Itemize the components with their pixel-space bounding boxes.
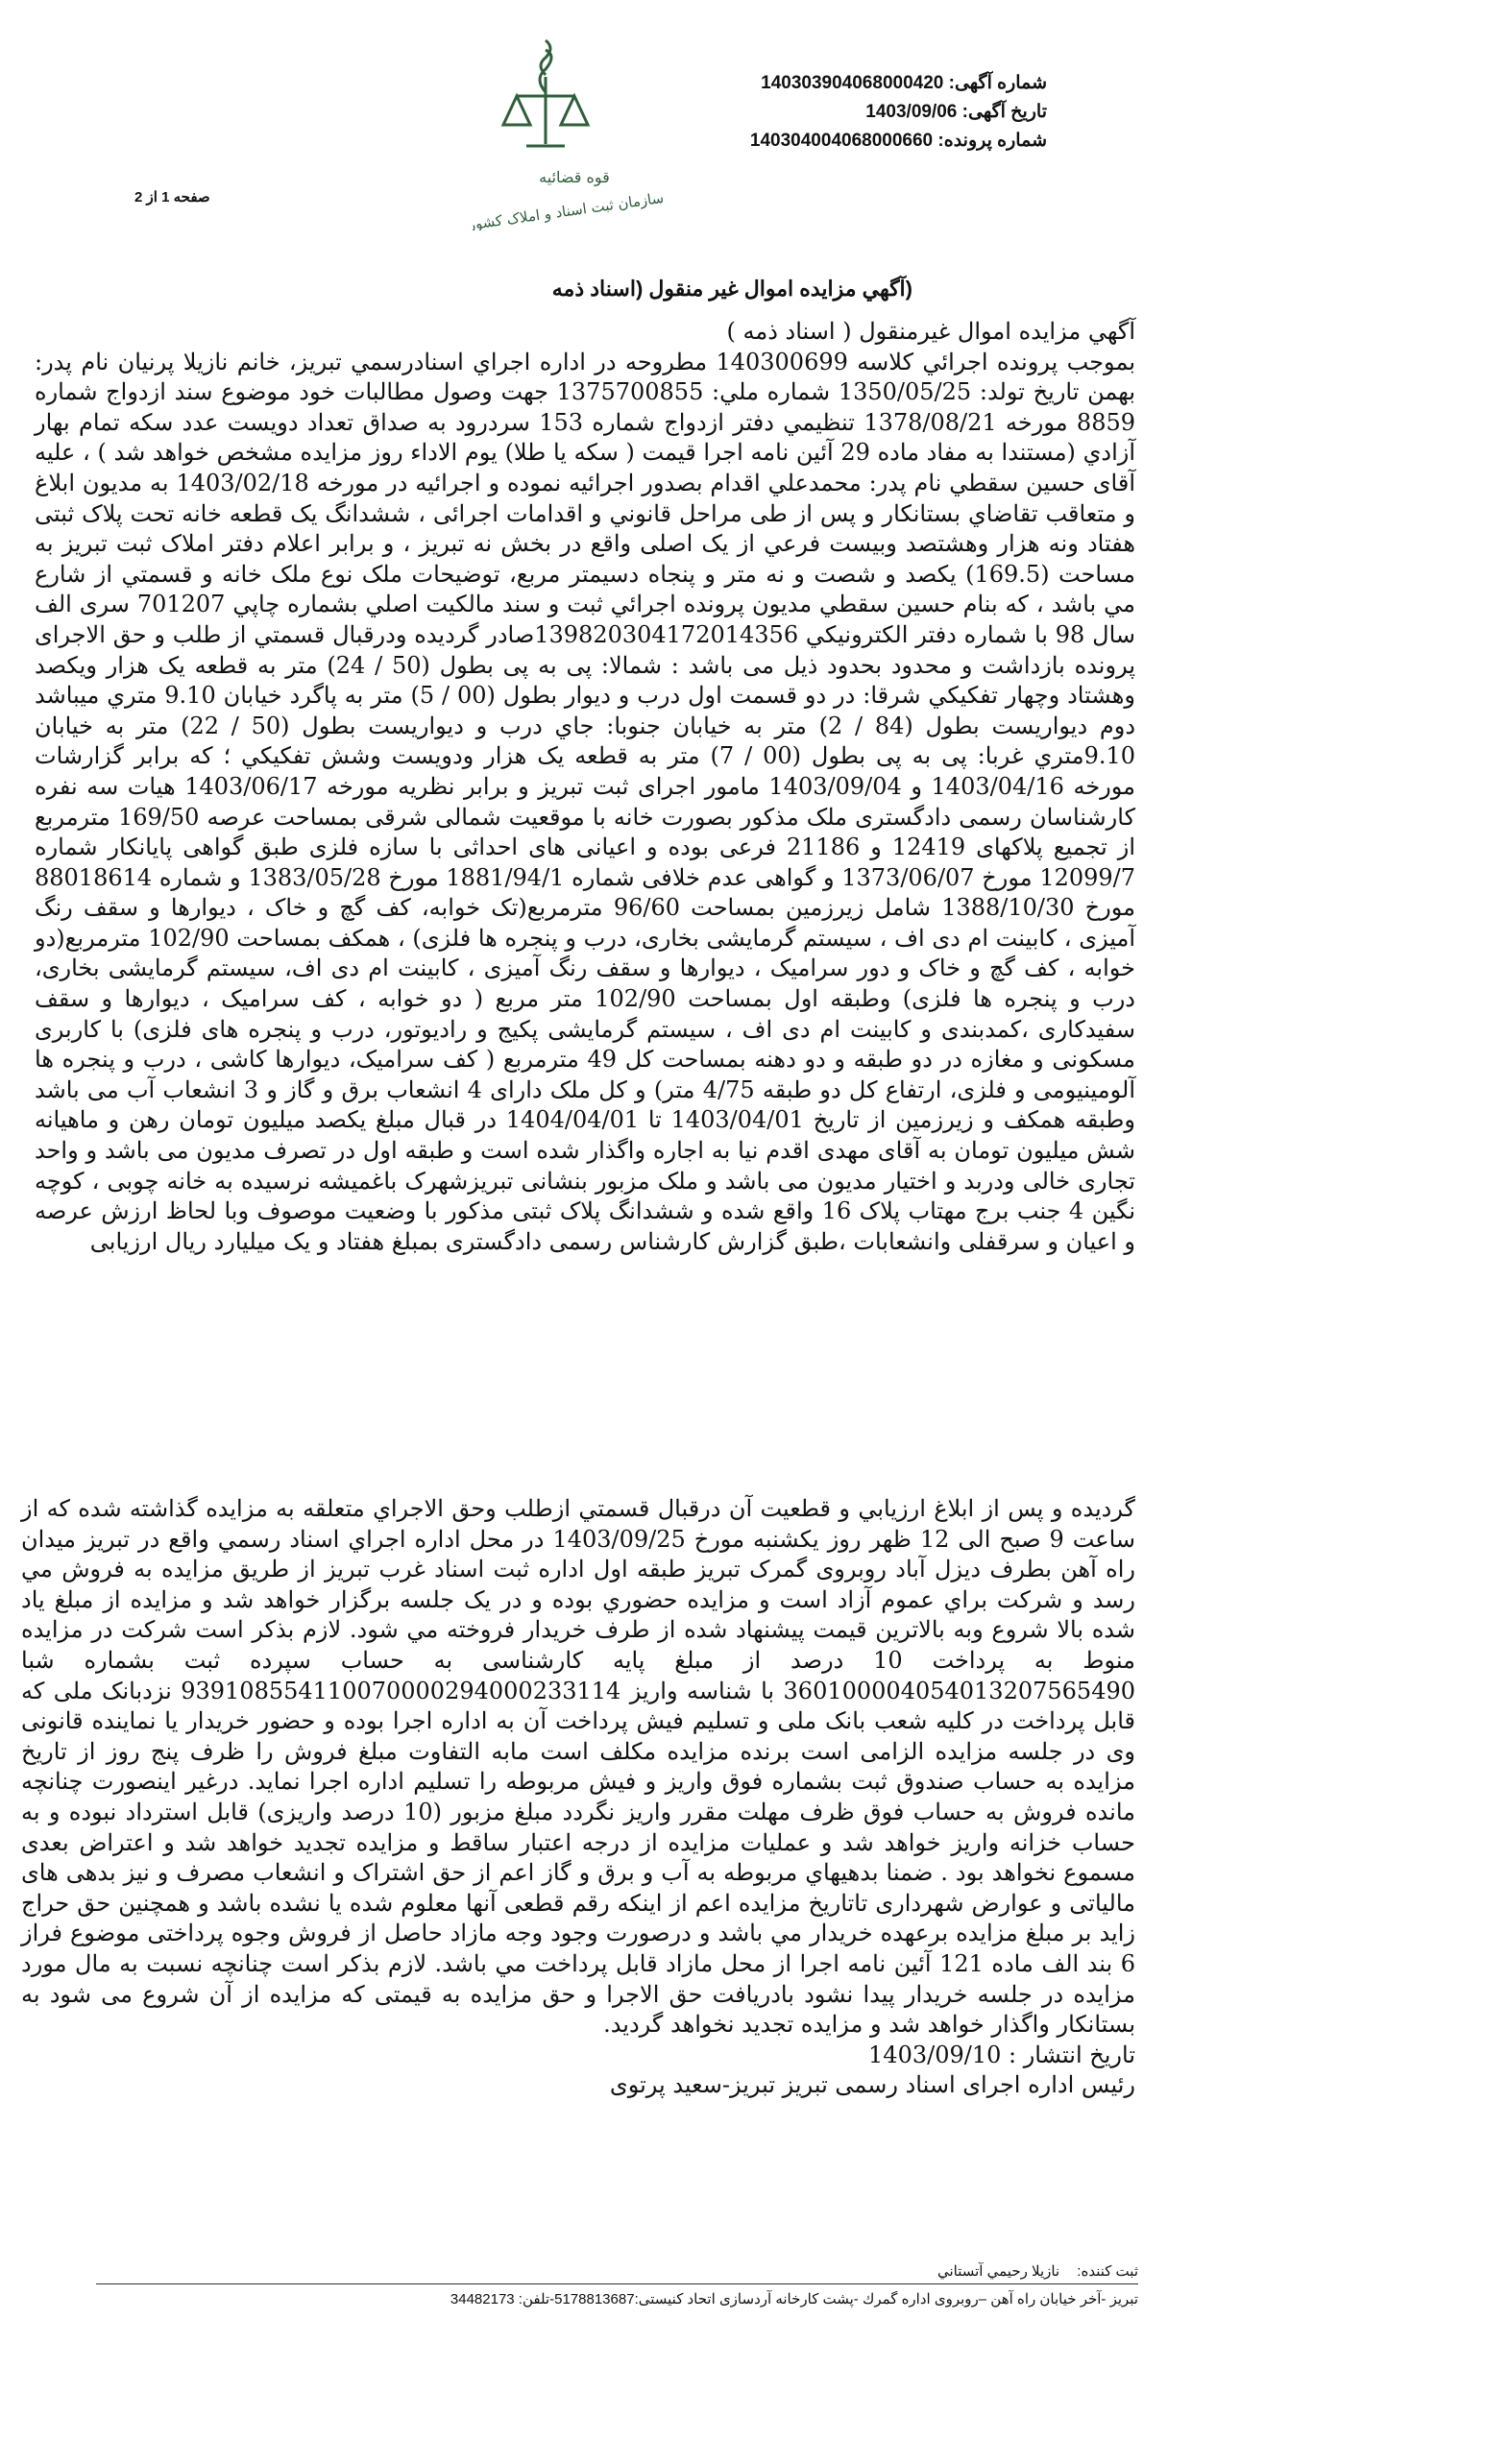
signature: رئيس اداره اجراى اسناد رسمى تبريز تبريز-سعيد پرتوى (609, 2071, 1135, 2099)
file-number: 140304004068000660 (749, 131, 934, 151)
registrar-label: ثبت كننده: (1077, 2263, 1138, 2280)
body-heading: آگهي مزايده اموال غيرمنقول ( اسناد ذمه ) (726, 318, 1135, 345)
publication-date-row (21, 2041, 1135, 2071)
ad-date: 1403/09/06 (865, 102, 958, 122)
ad-date-row (644, 98, 1047, 127)
ad-number: 140303904068000420 (761, 73, 944, 93)
body-paragraph-2: گرديده و پس از ابلاغ ارزيابي و قطعيت آن درقبال قسمتي ازطلب وحق الاجراي متعلقه به مزايده گذاشته شده كه از ساعت 9 صبح الى 12 ظهر روز يكشنبه مورخ 1403/09/25 در محل اداره اجراي اسناد رسمي واقع در تبريز ميدان راه آهن بطرف ديزل آباد روبروى گمرک تبريز طبقه اول اداره ثبت اسناد غرب تبريز از طريق مزايده به فروش مي رسد و شركت براي عموم آزاد است و مزايده حضوري بوده و در يک جلسه برگزار خواهد شد و مزايده از مبلغ ياد شده بالا شروع وبه بالاترين قيمت پيشنهاد شده از طرف خريدار فروخته مي شود. لازم بذكر است شركت در مزايده منوط به پرداخت 10 درصد از مبلغ پايه كارشناسى به حساب سپرده ثبت بشماره شبا 360100004054013207565490 با شناسه واريز 939108554110070000294000233114 نزدبانک ملی كه قابل پرداخت در كليه شعب بانک ملی و تسليم فيش پرداخت آن به اداره اجرا بوده و حضور خريدار يا نماينده قانونى وى در جلسه مزايده الزامى است برنده مزايده مكلف است مابه التفاوت مبلغ فروش را ظرف پنج روز از تاريخ مزايده به حساب صندوق ثبت بشماره فوق واريز و فيش مربوطه را تسليم اداره اجرا نمايد. درغير اينصورت چنانچه مانده فروش به حساب فوق ظرف مهلت مقرر واريز نگردد مبلغ مزبور (10 درصد واريزى) قابل استرداد نبوده و به حساب خزانه واريز خواهد شد و عمليات مزايده از درجه اعتبار ساقط و مزايده تجديد خواهد شد و اعتراض بعدى مسموع نخواهد بود . ضمنا بدهيهاي مربوطه به آب و برق و گاز اعم از حق اشتراک و انشعاب مصرف و نيز بدهى هاى مالياتى و عوارض شهردارى تاتاريخ مزايده اعم از اينكه رقم قطعى آنها معلوم شده يا نشده باشد و همچنين حق حراج زايد بر مبلغ مزايده برعهده خريدار مي باشد و درصورت وجود وجه مازاد حاصل از فروش وجوه پرداختى موضوع فراز 6 بند الف ماده 121 آئين نامه اجرا از محل مازاد قابل پرداخت مي باشد. لازم بذكر است چنانچه نسبت به مال مورد مزايده در جلسه خريدار پيدا نشود بادريافت حق الاجرا و حق مزايده به قيمتى كه مزايده از آن شروع مى شود به بستانكار واگذار خواهد شد و مزايده تجديد نخواهد گرديد. (21, 1495, 1136, 2039)
logo-text-org: سازمان ثبت اسناد و املاک کشور (467, 188, 666, 230)
body-paragraph: بموجب پرونده اجرائي كلاسه 140300699 مطروحه در اداره اجراي اسنادرسمي تبريز، خانم نازيلا پرنيان نام پدر: بهمن تاريخ تولد: 1350/05/25 شماره ملي: 1375700855 جهت وصول مطالبات خود موضوع سند ازدواج شماره 8859 مورخه 1378/08/21 تنظيمي دفتر ازدواج شماره 153 سردرود به صداق تعداد دويست عدد سكه تمام بهار آزادي (مستندا به مفاد ماده 29 آئين نامه اجرا قيمت ( سكه يا طلا) يوم الاداء روز مزايده مشخص خواهد شد ) ، عليه آقاى حسين سقطي نام پدر: محمدعلي اقدام بصدور اجرائيه نموده و اجرائيه در مورخه 1403/02/18 به مديون ابلاغ و متعاقب تقاضاي بستانكار و پس از طى مراحل قانوني و اقدامات اجرائى ، ششدانگ يک قطعه خانه تحت پلاک ثبتى هفتاد ونه هزار وهشتصد وبيست فرعي از يک اصلى واقع در بخش نه تبريز ، و برابر اعلام دفتر املاک ثبت تبريز به مساحت (169.5) يكصد و شصت و نه متر و پنجاه دسيمتر مربع، توضيحات ملک نوع ملک خانه و قسمتي از شارع مي باشد ، كه بنام حسين سقطي مديون پرونده اجرائي ثبت و سند مالكيت اصلي بشماره چاپي 701207 سرى الف سال 98 با شماره دفتر الكترونيكي 139820304172014356صادر گرديده ودرقبال قسمتي از طلب و حق الاجراى پرونده بازداشت و محدود بحدود ذيل مى باشد : شمالا: پى به پى بطول (50 / 24) متر به قطعه يک هزار ويكصد وهشتاد وچهار تفكيكي شرقا: در دو قسمت اول درب و ديوار بطول (00 / 5) متر به پاگرد خيابان 9.10 متري ميباشد دوم ديواريست بطول (84 / 2) متر به خيابان جنوبا: جاي درب و ديواريست بطول (50 / 22) متر به خيابان 9.10متري غربا: پى به پى بطول (00 / 7) متر به قطعه يک هزار ودويست وشش تفكيكي ؛ كه برابر گزارشات مورخه 1403/04/16 و 1403/09/04 مامور اجرای ثبت تبريز و برابر نظريه مورخه 1403/06/17 هيات سه نفره كارشناسان رسمی دادگستری ملک مذكور بصورت خانه با موقعيت شمالى شرقى بمساحت عرصه 169/50 مترمربع از تجميع پلاكهای 12419 و 21186 فرعى بوده و اعيانى هاى احداثى با سازه فلزى طبق گواهى پايانكار شماره 12099/7 مورخ 1373/06/07 و گواهى عدم خلافى شماره 1881/94/1 مورخ 1383/05/28 و شماره 88018614 مورخ 1388/10/30 شامل زيرزمين بمساحت 96/60 مترمربع(تک خوابه، کف گچ و خاک ، ديوارها و سقف رنگ آميزى ، كابينت ام دى اف ، سيستم گرمايشى بخارى، درب و پنجره ها فلزى) ، همكف بمساحت 102/90 مترمربع(دو خوابه ، كف گچ و خاک و دور سراميک ، ديوارها و سقف رنگ آميزى ، كابينت ام دى اف، سيستم گرمايشى بخارى، درب و پنجره ها فلزى) وطبقه اول بمساحت 102/90 متر مربع ( دو خوابه ، كف سراميک ، ديوارها و سقف سفيدكارى ،كمدبندى و كابينت ام دى اف ، سيستم گرمايشى پكيج و راديوتور، درب و پنجره هاى فلزى) با كاربرى مسكونى و مغازه در دو طبقه و دو دهنه بمساحت كل 49 مترمربع ( كف سراميک، ديوارها كاشى ، درب و پنجره ها آلومينيومى و فلزى، ارتفاع كل دو طبقه 4/75 متر) و كل ملک داراى 4 انشعاب برق و گاز و 3 انشعاب آب مى باشد وطبقه همكف و زيرزمين از تاريخ 1403/04/01 تا 1404/04/01 در قبال مبلغ يكصد ميليون تومان رهن و ماهيانه شش ميليون تومان به آقاى مهدى اقدم نيا به اجاره واگذار شده است و طبقه اول در تصرف مديون مى باشد و واحد تجارى خالى ودربد و اختيار مديون مى باشد و ملک مزبور بنشانى تبريزشهرک باغميشه نرسيده به خانه چوبى ، كوچه نگين 4 جنب برج مهتاب پلاک 16 واقع شده و ششدانگ پلاک ثبتى مذكور با وضعيت موصوف وبا لحاظ ارزش عرصه و اعيان و سرقفلى وانشعابات ،طبق گزارش كارشناس رسمى دادگسترى بمبلغ هفتاد و يک ميليارد ريال ارزيابى (35, 348, 1136, 1255)
page-number: صفحه 1 از 2 (134, 189, 210, 205)
footer-address: تبريز -آخر خيابان راه آهن –روبروى اداره گمرك -پشت كارخانه آردسازى اتحاد كنيستى:5178813687-تلفن: 34482173 (450, 2291, 1138, 2307)
file-number-row (644, 127, 1047, 156)
ad-number-label: شماره آگهی: (948, 73, 1047, 93)
document-body-continued (21, 1494, 1135, 2101)
logo-text-judiciary: قوه قضائیه (539, 168, 610, 186)
document-body (35, 317, 1135, 1257)
ad-meta (644, 69, 1047, 156)
publication-date: 1403/09/10 (868, 2041, 1002, 2068)
ad-date-label: تاریخ آگهی: (961, 102, 1047, 122)
file-number-label: شماره پرونده: (937, 131, 1047, 151)
document-title: (آگهي مزايده اموال غير منقول (اسناد ذمه (551, 277, 912, 301)
footer (96, 2262, 1138, 2307)
publication-date-label: تاريخ انتشار : (1009, 2041, 1135, 2068)
registrar-name: نازيلا رحيمي آتستاني (936, 2263, 1060, 2280)
ad-number-row (644, 69, 1047, 98)
registrar-row (96, 2262, 1138, 2284)
